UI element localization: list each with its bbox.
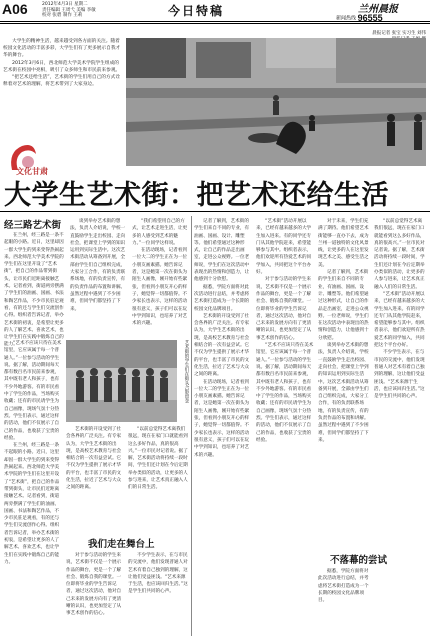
editor-line: 责任编辑 王周弋 美编 李敏 — [42, 7, 96, 13]
section-title: 今日特稿 — [168, 4, 225, 18]
body-paragraph: 在兰州，经三路是一条不起眼的小路。近日，这里却因一群大学生的到来变得热闹起来。西北师范大学美术学院的学生们在这里开设了“艺术街”，把自己的作品带到街头，让市民们近距离接触艺术。记者看到，街道两旁摆满了学生们的油画、国画、书法和陶艺作品，不少市民驻足观看，有的还与学生们交流创作心得。组织者告诉记者，举办艺术街的初衷，是希望让更多的人了解艺术、喜欢艺术，也让学生们在实践中锻炼自己的能力。 — [4, 233, 64, 348]
masthead-logo: 兰州晨报 — [358, 4, 398, 15]
section3-title: 不落幕的尝试 — [330, 555, 388, 566]
hotline-number: 96555 — [357, 13, 383, 23]
headline: 大学生艺术街：把艺术还给生活 — [4, 180, 389, 211]
date-line: 2012年4月3日 星期二 — [42, 2, 88, 7]
intro-paragraph: “把艺术还给生活”，艺术街的学生们用自己的方式诠释着对艺术的理解，将艺术带到了大家身边。 — [3, 75, 120, 88]
article-column — [66, 552, 124, 636]
intro-paragraph: 2012年3月6日，西北师范大学美术学院学生组成的艺术街在校园中亮相，吸引了众多师生和市民前来参观。 — [3, 60, 121, 73]
body-paragraph: 在活动现场，记者看到一位大二的学生正在为一位小朋友画素描。她告诉记者，这是她第一次在街头为陌生人画像，刚开始有些紧张，但看到小朋友开心的样子，她觉得一切都值得。不少家长也表示，这样的活动很有意义，孩子们可以在玩中学到知识，也培养了对艺术的兴趣。 — [132, 248, 188, 327]
article-column — [4, 340, 62, 636]
article-column — [66, 426, 124, 532]
intro-paragraph: 大学生的精神生活，越来越受到各方面的关注。随着校园文化活动的丰富多彩，大学生们有了更多展示自我才华的舞台。 — [3, 39, 121, 59]
article-column — [374, 218, 426, 636]
page-header — [0, 0, 430, 23]
intro-block — [3, 38, 123, 88]
headline-rule — [0, 211, 430, 212]
culture-logo-text: 文化甘肃 — [16, 166, 48, 176]
body-paragraph: 艺术街的开设受到了社会各界的广泛关注。有专家认为，大学生艺术街的出现，是高校艺术教育与社会相结合的一次有益尝试。它不仅为学生提供了展示才华的平台，也丰富了市民的文化生活，拉近了艺术与大众之间的距离。 — [66, 427, 122, 491]
body-paragraph: 在兰州，经三路是一条不起眼的小路。近日，这里却因一群大学生的到来变得热闹起来。西北师范大学美术学院的学生们在这里开设了“艺术街”，把自己的作品带到街头，让市民们近距离接触艺术。记者看到，街道两旁摆满了学生们的油画、国画、书法和陶艺作品，不少市民驻足观看，有的还与学生们交流创作心得。组织者告诉记者，举办艺术街的初衷，是希望让更多的人了解艺术、喜欢艺术，也让学生们在实践中锻炼自己的能力。 — [4, 443, 60, 565]
body-paragraph: 不少学生表示，在与市民的交流中，他们发现普通人对艺术有着自己独到的理解，这让他们受益匪浅。“艺术来源于生活，也应该回归生活。”这是学生们共同的心声。 — [128, 553, 188, 595]
group-photo — [66, 340, 177, 422]
article-column — [194, 218, 252, 636]
body-paragraph: 记者了解到，艺术街的学生们来自不同的专业，有油画、国画、设计、雕塑等。他们希望通过这种形式，让自己的作品走出画室，走进公众视野。一位老师说，学生们在这次活动中表现出的热情和创造力，让他感到十分欣慰。 — [318, 270, 369, 341]
body-paragraph: 谈到举办艺术街的想法，负责人介绍说，学校一直鼓励学生走出校园、走向社会，把课堂上学到的知识运用到实际生活中。这次艺术街活动从筹备到开展，全部由学生们自己组织完成，大家分工合作，有的负责联系场地，有的负责宣传，有的负责作品的布置和讲解。虽然过程中遇到了不少困难，但同学们都坚持了下来。 — [318, 343, 369, 443]
body-paragraph: 对于参与活动的学生来说，艺术街不仅是一个展示作品的舞台，更是一个了解社会、锻炼自我的课堂。一位即将毕业的学生告诉记者，通过这次活动，他对自己未来的发展方向有了更清晰的认识，也更加坚定了从事艺术创作的信心。 — [256, 277, 312, 341]
body-paragraph: 对于未来，学生们充满了期待。他们希望艺术街能够一直办下去，成为兰州一道独特的文化风景线，让更多的人在这里发现艺术之美、感受生活之美。 — [318, 219, 369, 268]
article-column — [4, 232, 66, 348]
article-column — [128, 552, 188, 636]
body-paragraph: 据悉，学院方面将对此次活动进行总结，并考虑将艺术街打造成为一个长期的校园文化品牌项目。 — [194, 284, 250, 312]
page-number: A06 — [2, 1, 28, 17]
body-paragraph: “我们希望用自己的方式，让艺术走进生活，让更多的人感受到艺术的魅力。”一位同学这样说。 — [132, 219, 188, 246]
header-rule — [0, 21, 430, 22]
section2-title: 我们走在舞台上 — [88, 539, 155, 550]
body-paragraph: 艺术街的开设受到了社会各界的广泛关注。有专家认为，大学生艺术街的出现，是高校艺术教育与社会相结合的一次有益尝试。它不仅为学生提供了展示才华的平台，也丰富了市民的文化生活，拉近了艺术与大众之间的距离。 — [194, 313, 250, 378]
body-paragraph: 谈到举办艺术街的想法，负责人介绍说，学校一直鼓励学生走出校园、走向社会，把课堂上学到的知识运用到实际生活中。这次艺术街活动从筹备到开展，全部由学生们自己组织完成，大家分工合作，有的负责联系场地，有的负责宣传，有的负责作品的布置和讲解。虽然过程中遇到了不少困难，但同学们都坚持了下来。 — [70, 219, 126, 312]
body-paragraph: “以前总觉得艺术离我们很远，现在在家门口就能看到这么多好作品，真的很高兴。”一位市民对记者说。据了解，艺术街活动将持续一段时间，学生们还计划在今后定期举办类似的活动，让更多的人参与进来，让艺术真正融入人们的日常生活。 — [374, 219, 425, 290]
hotline-label: 新闻热线 — [336, 15, 357, 22]
article-column — [318, 568, 370, 636]
body-paragraph: 在活动现场，记者看到一位大二的学生正在为一位小朋友画素描。她告诉记者，这是她第一次在街头为陌生人画像，刚开始有些紧张，但看到小朋友开心的样子，她觉得一切都值得。不少家长也表示，这样的活动很有意义，孩子们可以在玩中学到知识，也培养了对艺术的兴趣。 — [194, 379, 250, 458]
header-rule-thin — [0, 23, 430, 24]
body-paragraph: 对于参与活动的学生来说，艺术街不仅是一个展示作品的舞台，更是一个了解社会、锻炼自我的课堂。一位即将毕业的学生告诉记者，通过这次活动，他对自己未来的发展方向有了更清晰的认识，也更加坚定了从事艺术创作的信心。 — [66, 553, 122, 617]
column-divider — [191, 216, 192, 636]
date-editor-lines — [42, 2, 96, 19]
article-column — [128, 426, 188, 532]
article-column — [132, 218, 190, 336]
proof-line: 校对 张碧 制作 王莉 — [42, 13, 83, 18]
body-paragraph: “艺术不应该只待在美术馆里，它应该属于每一个普通人。”一位参与活动的学生说。据了解，活动期间每天都有数百名市民前来参观，其中既有老人和孩子，也有不少外地游客。有的市民看中了学生的作品，当场购买收藏；还有的市民请学生为自己画像，现场气氛十分热烈。学生们表示，通过这样的活动，他们不仅展示了自己的作品，也收获了宝贵的经验。 — [256, 343, 314, 443]
body-paragraph: “艺术街”活动开展以来，已经有越来越多的大学生加入进来。有的同学还专门从其他学院赶来，希望能够参与其中。组织者表示，他们欢迎所有热爱艺术的同学加入，共同把这个平台办好。 — [374, 291, 425, 349]
section1-title: 经三路艺术街 — [4, 220, 62, 231]
article-column — [256, 218, 314, 636]
body-paragraph: “艺术不应该只待在美术馆里，它应该属于每一个普通人。”一位参与活动的学生说。据了解，活动期间每天都有数百名市民前来参观，其中既有老人和孩子，也有不少外地游客。有的市民看中了学生的作品，当场购买收藏；还有的市民请学生为自己画像，现场气氛十分热烈。学生们表示，通过这样的活动，他们不仅展示了自己的作品，也收获了宝贵的经验。 — [4, 341, 62, 441]
reporter-credit: 晨报记者 张宝 实习生 刘伟 — [372, 31, 426, 36]
body-paragraph: 记者了解到，艺术街的学生们来自不同的专业，有油画、国画、设计、雕塑等。他们希望通过这种形式，让自己的作品走出画室，走进公众视野。一位老师说，学生们在这次活动中表现出的热情和创造力，让他感到十分欣慰。 — [194, 219, 250, 283]
article-column — [318, 218, 370, 548]
article-column — [70, 218, 128, 336]
body-paragraph: “以前总觉得艺术离我们很远，现在在家门口就能看到这么多好作品，真的很高兴。”一位市民对记者说。据了解，艺术街活动将持续一段时间，学生们还计划在今后定期举办类似的活动，让更多的人参与进来，让艺术真正融入人们的日常生活。 — [128, 427, 188, 491]
photo-caption: 艺术街的学生们在街头合影留念 — [184, 340, 189, 403]
body-paragraph: 不少学生表示，在与市民的交流中，他们发现普通人对艺术有着自己独到的理解，这让他们受益匪浅。“艺术来源于生活，也应该回归生活。”这是学生们共同的心声。 — [374, 350, 425, 400]
body-paragraph: “艺术街”活动开展以来，已经有越来越多的大学生加入进来。有的同学还专门从其他学院赶来，希望能够参与其中。组织者表示，他们欢迎所有热爱艺术的同学加入，共同把这个平台办好。 — [256, 219, 312, 276]
body-paragraph: 据悉，学院方面将对此次活动进行总结，并考虑将艺术街打造成为一个长期的校园文化品牌项目。 — [318, 569, 369, 604]
street-art-photo — [126, 38, 426, 166]
